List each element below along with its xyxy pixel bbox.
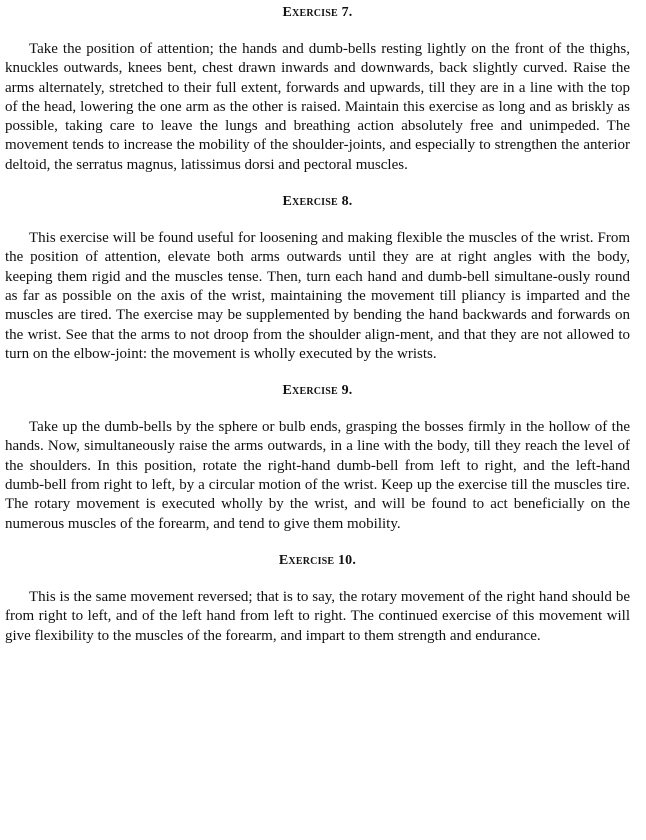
exercise-10-heading: Exercise 10. [278, 552, 357, 568]
exercise-8-section [5, 193, 630, 364]
exercise-10-section [5, 552, 630, 646]
exercise-8-heading: Exercise 8. [282, 194, 353, 210]
exercise-8-paragraph: This exercise will be found useful for loosening and making flexible the muscles of the wrist. From the position of attention, elevate both arms outwards until they are at right angles with the body, keeping them rigid and the muscles tense. Then, turn each hand and dumb-bell simultane-ously round as far as possible on the axis of the wrist, maintaining the movement till pliancy is imparted and the muscles are tired. The exercise may be supplemented by bending the hand backwards and forwards on the wrist. See that the arms to not droop from the shoulder align-ment, and that they are not allowed to turn on the elbow-joint: the movement is wholly executed by the wrists. [5, 230, 630, 362]
exercise-7-heading: Exercise 7. [282, 5, 353, 20]
exercise-9-heading: Exercise 9. [282, 383, 353, 399]
exercise-7-section [5, 4, 630, 175]
exercise-7-paragraph: Take the position of attention; the hands and dumb-bells resting lightly on the front of the thighs, knuckles outwards, knees bent, chest drawn inwards and downwards, back slightly curved. Raise the arms alternately, stretched to their full extent, forwards and upwards, till they are in a line with the top of the head, lowering the one arm as the other is raised. Maintain this exercise as long and as briskly as possible, taking care to leave the lungs and breathing action absolutely free and unimpeded. The movement tends to increase the mobility of the shoulder-joints, and especially to strengthen the anterior deltoid, the serratus magnus, latissimus dorsi and pectoral muscles. [5, 41, 630, 173]
exercise-9-paragraph: Take up the dumb-bells by the sphere or bulb ends, grasping the bosses firmly in the hollow of the hands. Now, simultaneously raise the arms outwards, in a line with the body, till they reach the level of the shoulders. In this position, rotate the right-hand dumb-bell from left to right, and the left-hand dumb-bell from right to left, by a circular motion of the wrist. Keep up the exercise till the muscles tire. The rotary movement is executed wholly by the wrist, and will be found to act beneficially on the numerous muscles of the forearm, and tend to give them mobility. [5, 419, 630, 532]
exercise-10-paragraph: This is the same movement reversed; that is to say, the rotary movement of the right hand should be from right to left, and of the left hand from left to right. The continued exercise of this movement will give flexibility to the muscles of the forearm, and impart to them strength and endurance. [5, 588, 630, 644]
exercise-9-section [5, 382, 630, 534]
